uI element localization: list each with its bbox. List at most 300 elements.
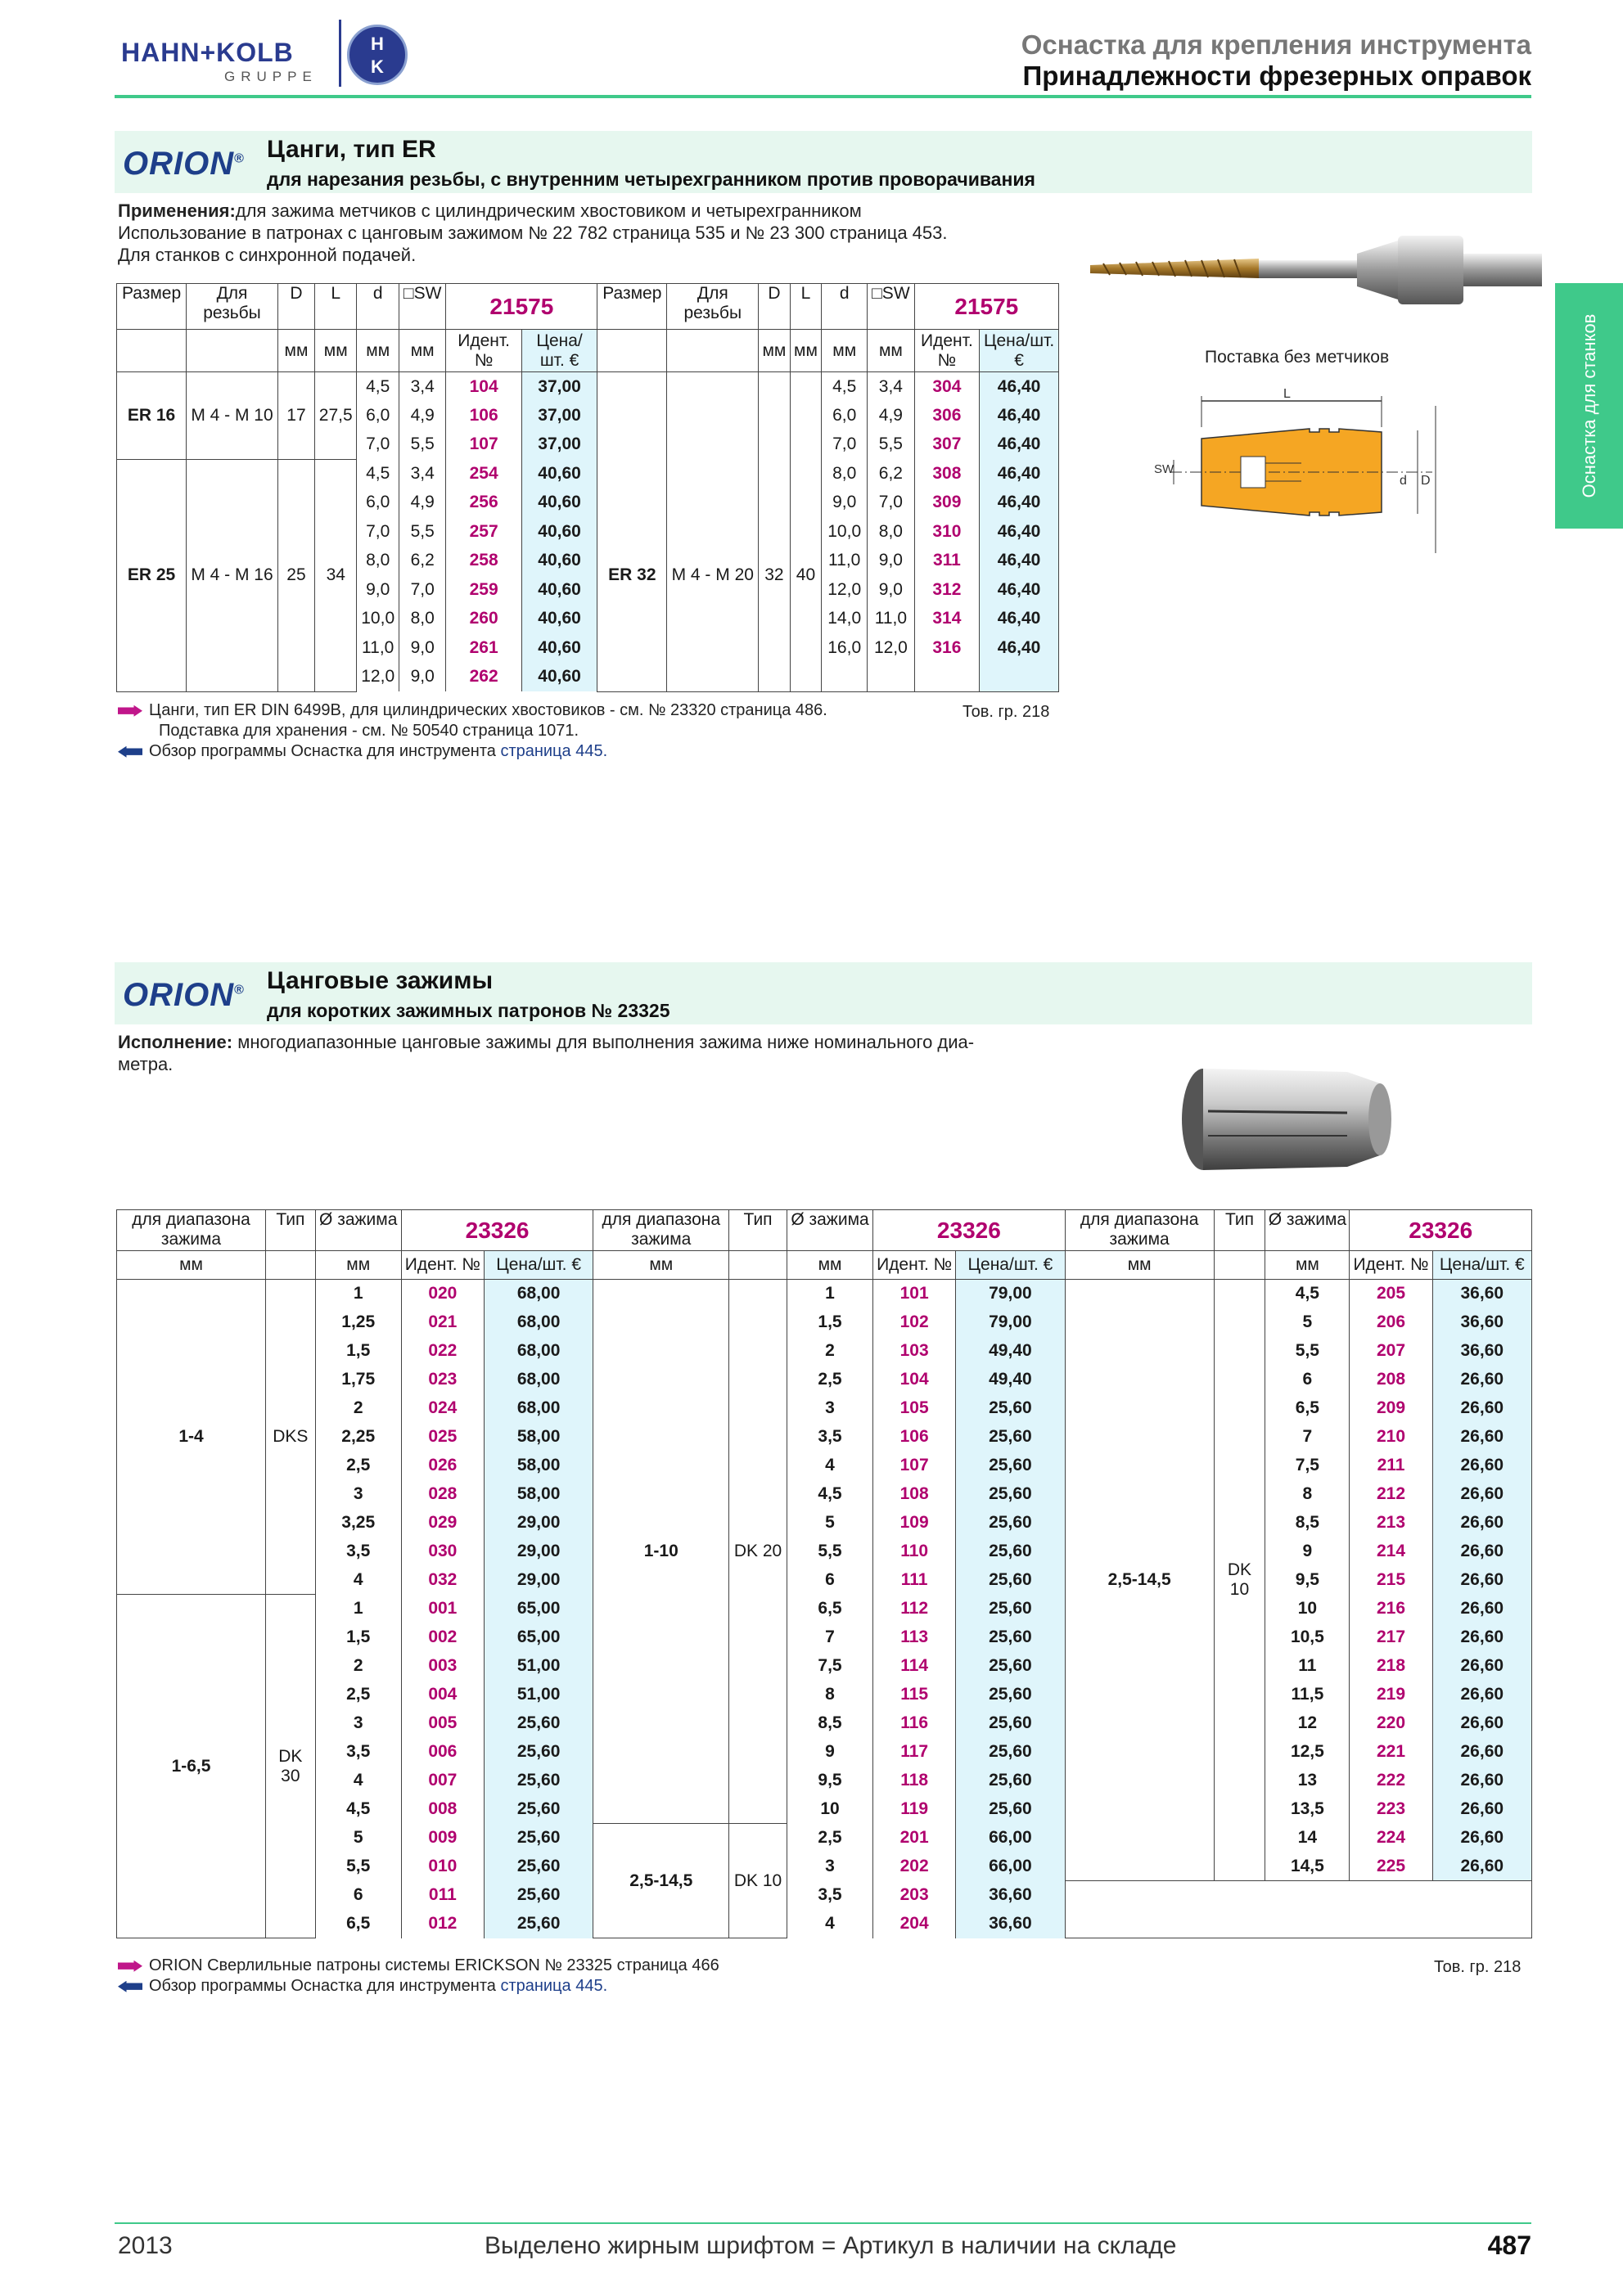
ident-number: 218	[1350, 1652, 1432, 1681]
clamp-diameter: 2,5	[787, 1366, 872, 1394]
footer-year: 2013	[118, 2232, 173, 2259]
article-number: 23326	[873, 1210, 1066, 1251]
article-number: 23326	[401, 1210, 593, 1251]
right-group-spacer	[667, 372, 759, 460]
right-group-spacer	[597, 372, 667, 460]
empty-cell	[822, 663, 868, 692]
col-sw: □SW	[868, 284, 915, 330]
footer-legend: Выделено жирным шрифтом = Артикул в наличии на складе	[485, 2232, 1177, 2259]
ident-number: 005	[401, 1709, 484, 1738]
price: 26,60	[1432, 1509, 1531, 1537]
ident-number: 025	[401, 1423, 484, 1452]
col-thread: Для резьбы	[667, 284, 759, 330]
ident-number: 225	[1350, 1853, 1432, 1881]
col-d-outer: D	[277, 284, 314, 330]
price: 25,60	[484, 1824, 593, 1853]
ident-number: 216	[1350, 1595, 1432, 1623]
ident-number: 021	[401, 1308, 484, 1337]
price: 68,00	[484, 1337, 593, 1366]
col-length: L	[315, 284, 357, 330]
overview-page-link[interactable]: страница 445.	[500, 1977, 608, 1995]
table-row	[117, 1280, 1532, 1308]
length: 34	[315, 459, 357, 691]
ident-number: 222	[1350, 1767, 1432, 1795]
price: 25,60	[956, 1795, 1065, 1824]
ident-number: 256	[446, 488, 521, 518]
clamp-diameter: 4,5	[787, 1480, 872, 1509]
product-group: Тов. гр. 218	[1434, 1958, 1522, 1976]
ident-number: 113	[873, 1623, 956, 1652]
price: 25,60	[956, 1652, 1065, 1681]
price: 25,60	[956, 1423, 1065, 1452]
side-tab[interactable]	[1555, 283, 1623, 529]
ident-number: 214	[1350, 1537, 1432, 1566]
ident-number: 307	[914, 430, 980, 460]
unit-blank	[667, 330, 759, 372]
hahn-kolb-logo	[121, 20, 416, 85]
ident-number: 106	[446, 401, 521, 430]
er-collet-table	[116, 283, 1059, 692]
collet-type: DK 10	[1214, 1280, 1265, 1881]
drawing-label-sw: SW	[1154, 462, 1174, 476]
price: 26,60	[1432, 1681, 1531, 1709]
price: 40,60	[521, 459, 597, 488]
ident-number: 105	[873, 1394, 956, 1423]
bore-diameter: 9,0	[822, 488, 868, 518]
table-row	[117, 1452, 1532, 1480]
clamp-range: 2,5-14,5	[1065, 1280, 1214, 1881]
price: 29,00	[484, 1566, 593, 1595]
square-sw: 11,0	[868, 605, 915, 634]
col-type: Тип	[729, 1210, 787, 1251]
ident-number: 116	[873, 1709, 956, 1738]
square-sw: 9,0	[399, 633, 446, 663]
clamp-diameter: 6	[315, 1881, 401, 1910]
price: 46,40	[980, 372, 1059, 402]
header-divider	[115, 95, 1531, 98]
price: 51,00	[484, 1652, 593, 1681]
price: 40,60	[521, 575, 597, 605]
ident-number: 204	[873, 1910, 956, 1938]
clamp-diameter: 5,5	[315, 1853, 401, 1881]
ident-number: 205	[1350, 1280, 1432, 1308]
square-sw: 3,4	[868, 372, 915, 402]
collet-type: DK 20	[729, 1280, 787, 1824]
ident-number: 022	[401, 1337, 484, 1366]
ident-number: 311	[914, 547, 980, 576]
table-row	[117, 1853, 1532, 1881]
table-row	[117, 1767, 1532, 1795]
price: 25,60	[484, 1738, 593, 1767]
square-sw: 5,5	[399, 430, 446, 460]
clamp-diameter: 7,5	[1265, 1452, 1350, 1480]
price: 36,60	[1432, 1337, 1531, 1366]
unit-mm: мм	[315, 1251, 401, 1280]
clamp-range: 1-4	[117, 1280, 266, 1595]
ident-number: 202	[873, 1853, 956, 1881]
overview-page-link[interactable]: страница 445.	[500, 742, 608, 760]
price: 25,60	[956, 1509, 1065, 1537]
table-row	[117, 1423, 1532, 1452]
clamp-diameter: 2	[315, 1394, 401, 1423]
price: 29,00	[484, 1537, 593, 1566]
right-group-spacer	[759, 372, 791, 460]
price: 37,00	[521, 430, 597, 460]
table-row	[117, 1337, 1532, 1366]
ident-number: 111	[873, 1566, 956, 1595]
bore-diameter: 12,0	[822, 575, 868, 605]
unit-blank	[266, 1251, 316, 1280]
section2-notes	[118, 1956, 719, 1997]
orion-logo: ORION®	[123, 146, 245, 182]
clamp-diameter: 6,5	[787, 1595, 872, 1623]
price: 37,00	[521, 372, 597, 402]
price: 26,60	[1432, 1452, 1531, 1480]
machine-text: Для станков с синхронной подачей.	[118, 245, 417, 265]
col-price: Цена/шт. €	[1432, 1251, 1531, 1280]
bore-diameter: 14,0	[822, 605, 868, 634]
clamp-diameter: 7,5	[787, 1652, 872, 1681]
ident-number: 008	[401, 1795, 484, 1824]
ident-number: 208	[1350, 1366, 1432, 1394]
ident-number: 117	[873, 1738, 956, 1767]
clamp-diameter: 1	[787, 1280, 872, 1308]
ident-number: 261	[446, 633, 521, 663]
ident-number: 106	[873, 1423, 956, 1452]
ident-number: 102	[873, 1308, 956, 1337]
ident-number: 257	[446, 517, 521, 547]
price: 46,40	[980, 488, 1059, 518]
price: 25,60	[484, 1795, 593, 1824]
image-caption: Поставка без метчиков	[1205, 348, 1390, 367]
logo-sub: GRUPPE	[224, 69, 318, 84]
clamp-diameter: 11,5	[1265, 1681, 1350, 1709]
section1-description	[118, 200, 1067, 266]
unit-blank	[117, 330, 187, 372]
price: 26,60	[1432, 1795, 1531, 1824]
table-row	[117, 1709, 1532, 1738]
outer-diameter: 17	[277, 372, 314, 460]
ident-number: 206	[1350, 1308, 1432, 1337]
note-text: Цанги, тип ER DIN 6499B, для цилиндрических хвостовиков - см. № 23320 страница 486.	[149, 701, 827, 719]
clamp-diameter: 4,5	[1265, 1280, 1350, 1308]
ident-number: 221	[1350, 1738, 1432, 1767]
ident-number: 201	[873, 1824, 956, 1853]
section2-header	[115, 962, 1532, 1024]
square-sw: 7,0	[868, 488, 915, 518]
col-sw: □SW	[399, 284, 446, 330]
ident-number: 107	[873, 1452, 956, 1480]
square-sw: 12,0	[868, 633, 915, 663]
table-row	[117, 1795, 1532, 1824]
ident-number: 115	[873, 1681, 956, 1709]
ident-number: 032	[401, 1566, 484, 1595]
arrow-right-icon	[118, 1961, 142, 1972]
bore-diameter: 4,5	[357, 372, 399, 402]
subcategory-title: Принадлежности фрезерных оправок	[1022, 61, 1531, 91]
col-d-inner: d	[357, 284, 399, 330]
price: 46,40	[980, 459, 1059, 488]
price: 26,60	[1432, 1480, 1531, 1509]
clamp-diameter: 4	[315, 1566, 401, 1595]
clamp-diameter: 1	[315, 1595, 401, 1623]
unit-mm: мм	[822, 330, 868, 372]
collet-type: DKS	[266, 1280, 316, 1595]
unit-mm: мм	[399, 330, 446, 372]
col-d-outer: D	[759, 284, 791, 330]
price: 26,60	[1432, 1652, 1531, 1681]
clamp-diameter: 3	[315, 1709, 401, 1738]
clamp-diameter: 6,5	[1265, 1394, 1350, 1423]
ident-number: 109	[873, 1509, 956, 1537]
clamp-diameter: 10	[1265, 1595, 1350, 1623]
price: 26,60	[1432, 1623, 1531, 1652]
clamp-diameter: 8	[1265, 1480, 1350, 1509]
table-row	[117, 1824, 1532, 1853]
price: 25,60	[956, 1394, 1065, 1423]
clamp-diameter: 10	[787, 1795, 872, 1824]
price: 65,00	[484, 1623, 593, 1652]
col-size: Размер	[117, 284, 187, 330]
col-range: для диапазона зажима	[1065, 1210, 1214, 1251]
bore-diameter: 10,0	[822, 517, 868, 547]
orion-logo: ORION®	[123, 977, 245, 1013]
ident-number: 107	[446, 430, 521, 460]
table-row	[117, 1881, 1532, 1910]
ident-number: 006	[401, 1738, 484, 1767]
ident-number: 217	[1350, 1623, 1432, 1652]
square-sw: 3,4	[399, 459, 446, 488]
note-overview[interactable]	[118, 741, 827, 762]
clamp-diameter: 8,5	[1265, 1509, 1350, 1537]
square-sw: 6,2	[868, 459, 915, 488]
col-d-inner: d	[822, 284, 868, 330]
col-price: Цена/шт. €	[521, 330, 597, 372]
table-row	[117, 1738, 1532, 1767]
price: 65,00	[484, 1595, 593, 1623]
ident-number: 020	[401, 1280, 484, 1308]
bore-diameter: 11,0	[822, 547, 868, 576]
bore-diameter: 10,0	[357, 605, 399, 634]
price: 26,60	[1432, 1366, 1531, 1394]
empty-cell	[914, 663, 980, 692]
execution-text: многодиапазонные цанговые зажимы для выполнения зажима ниже номинального диа-	[232, 1032, 975, 1052]
price: 68,00	[484, 1394, 593, 1423]
ident-number: 306	[914, 401, 980, 430]
price: 29,00	[484, 1509, 593, 1537]
thread-range: М 4 - М 20	[667, 459, 759, 691]
thread-range: М 4 - М 16	[187, 459, 278, 691]
application-label: Применения:	[118, 200, 236, 221]
price: 49,40	[956, 1337, 1065, 1366]
price: 26,60	[1432, 1394, 1531, 1423]
ident-number: 104	[873, 1366, 956, 1394]
table-row	[117, 1681, 1532, 1709]
clamp-diameter: 3,25	[315, 1509, 401, 1537]
clamp-diameter: 5,5	[787, 1537, 872, 1566]
unit-mm: мм	[1265, 1251, 1350, 1280]
price: 25,60	[956, 1623, 1065, 1652]
price: 46,40	[980, 430, 1059, 460]
ident-number: 010	[401, 1853, 484, 1881]
price: 36,60	[1432, 1308, 1531, 1337]
price: 46,40	[980, 633, 1059, 663]
clamp-diameter: 6,5	[315, 1910, 401, 1938]
price: 25,60	[484, 1709, 593, 1738]
table-row	[117, 1366, 1532, 1394]
clamp-diameter: 1,25	[315, 1308, 401, 1337]
note-text: Обзор программы Оснастка для инструмента	[149, 742, 501, 760]
clamp-diameter: 8,5	[787, 1709, 872, 1738]
col-ident: Идент. №	[873, 1251, 956, 1280]
section2-subtitle: для коротких зажимных патронов № 23325	[267, 1000, 670, 1021]
ident-number: 212	[1350, 1480, 1432, 1509]
clamp-diameter: 4	[787, 1452, 872, 1480]
logo-divider	[339, 20, 341, 87]
ident-number: 007	[401, 1767, 484, 1795]
ident-number: 210	[1350, 1423, 1432, 1452]
price: 40,60	[521, 547, 597, 576]
drawing-label-d-small: d	[1400, 474, 1407, 488]
ident-number: 215	[1350, 1566, 1432, 1595]
unit-blank	[729, 1251, 787, 1280]
ident-number: 114	[873, 1652, 956, 1681]
clamp-range: 1-10	[593, 1280, 729, 1824]
col-type: Тип	[1214, 1210, 1265, 1251]
section2-description	[118, 1031, 1067, 1075]
price: 68,00	[484, 1366, 593, 1394]
clamp-diameter: 2,25	[315, 1423, 401, 1452]
arrow-right-icon	[118, 705, 142, 717]
clamp-diameter: 6	[1265, 1366, 1350, 1394]
price: 25,60	[484, 1910, 593, 1938]
collet-size: ER 25	[117, 459, 187, 691]
square-sw: 9,0	[399, 663, 446, 692]
note-overview[interactable]	[118, 1976, 719, 1997]
unit-mm: мм	[790, 330, 822, 372]
price: 26,60	[1432, 1824, 1531, 1853]
price: 25,60	[956, 1566, 1065, 1595]
unit-mm: мм	[868, 330, 915, 372]
note-er-din[interactable]	[118, 700, 827, 721]
ident-number: 004	[401, 1681, 484, 1709]
ident-number: 254	[446, 459, 521, 488]
bore-diameter: 8,0	[357, 547, 399, 576]
price: 40,60	[521, 633, 597, 663]
logo-mark-top: H	[371, 34, 384, 54]
clamp-diameter: 9,5	[1265, 1566, 1350, 1595]
table-row	[117, 1308, 1532, 1337]
ident-number: 207	[1350, 1337, 1432, 1366]
square-sw: 7,0	[399, 575, 446, 605]
price: 46,40	[980, 517, 1059, 547]
logo-text: HAHN+KOLB	[121, 38, 294, 67]
clamp-diameter: 7	[1265, 1423, 1350, 1452]
clamp-diameter: 14,5	[1265, 1853, 1350, 1881]
bore-diameter: 11,0	[357, 633, 399, 663]
bore-diameter: 12,0	[357, 663, 399, 692]
note-text: Обзор программы Оснастка для инструмента	[149, 1977, 501, 1995]
square-sw: 3,4	[399, 372, 446, 402]
section1-header	[115, 131, 1532, 193]
col-clamp-dia: Ø зажима	[315, 1210, 401, 1251]
clamp-diameter: 2	[787, 1337, 872, 1366]
ident-number: 258	[446, 547, 521, 576]
clamp-diameter: 2,5	[315, 1452, 401, 1480]
price: 40,60	[521, 605, 597, 634]
price: 25,60	[956, 1709, 1065, 1738]
drawing-label-d-large: D	[1421, 474, 1431, 488]
ident-number: 312	[914, 575, 980, 605]
square-sw: 9,0	[868, 547, 915, 576]
section1-notes	[118, 700, 827, 762]
section2-title: Цанговые зажимы	[267, 967, 494, 994]
price: 79,00	[956, 1280, 1065, 1308]
price: 25,60	[956, 1681, 1065, 1709]
clamp-diameter: 2,5	[315, 1681, 401, 1709]
collet-chuck-image	[1175, 1054, 1404, 1185]
clamp-diameter: 12	[1265, 1709, 1350, 1738]
usage-text: Использование в патронах с цанговым зажимом № 22 782 страница 535 и № 23 300 страница 453.	[118, 223, 948, 243]
ident-number: 026	[401, 1452, 484, 1480]
unit-mm: мм	[1065, 1251, 1214, 1280]
price: 26,60	[1432, 1853, 1531, 1881]
collet-type: DK 30	[266, 1595, 316, 1938]
execution-text-cont: метра.	[118, 1054, 174, 1074]
price: 46,40	[980, 547, 1059, 576]
col-clamp-dia: Ø зажима	[787, 1210, 872, 1251]
bore-diameter: 8,0	[822, 459, 868, 488]
page-number: 487	[1487, 2231, 1531, 2260]
price: 58,00	[484, 1452, 593, 1480]
price: 25,60	[956, 1738, 1065, 1767]
bore-diameter: 6,0	[357, 401, 399, 430]
orion-brand: ORION	[123, 146, 235, 182]
square-sw: 5,5	[868, 430, 915, 460]
price: 36,60	[956, 1881, 1065, 1910]
ident-number: 101	[873, 1280, 956, 1308]
clamp-diameter: 7	[787, 1623, 872, 1652]
price: 25,60	[956, 1767, 1065, 1795]
clamp-diameter: 10,5	[1265, 1623, 1350, 1652]
clamp-diameter: 3	[787, 1394, 872, 1423]
col-ident: Идент. №	[914, 330, 980, 372]
note-erickson[interactable]	[118, 1956, 719, 1976]
note-text: ORION Сверлильные патроны системы ERICKSON № 23325 страница 466	[149, 1956, 719, 1974]
clamp-diameter: 5	[1265, 1308, 1350, 1337]
square-sw: 4,9	[399, 488, 446, 518]
col-clamp-dia: Ø зажима	[1265, 1210, 1350, 1251]
ident-number: 103	[873, 1337, 956, 1366]
ident-number: 213	[1350, 1509, 1432, 1537]
side-tab-label: Оснастка для станков	[1578, 313, 1599, 498]
outer-diameter: 32	[759, 459, 791, 691]
table-row	[117, 1623, 1532, 1652]
collet-size: ER 16	[117, 372, 187, 460]
orion-brand: ORION	[123, 977, 235, 1013]
empty-cell	[980, 663, 1059, 692]
ident-number: 002	[401, 1623, 484, 1652]
collet-type: DK 10	[729, 1824, 787, 1938]
clamp-diameter: 14	[1265, 1824, 1350, 1853]
ident-number: 220	[1350, 1709, 1432, 1738]
clamp-diameter: 1,5	[315, 1623, 401, 1652]
price: 66,00	[956, 1853, 1065, 1881]
price: 40,60	[521, 517, 597, 547]
unit-mm: мм	[277, 330, 314, 372]
clamp-diameter: 6	[787, 1566, 872, 1595]
ident-number: 203	[873, 1881, 956, 1910]
